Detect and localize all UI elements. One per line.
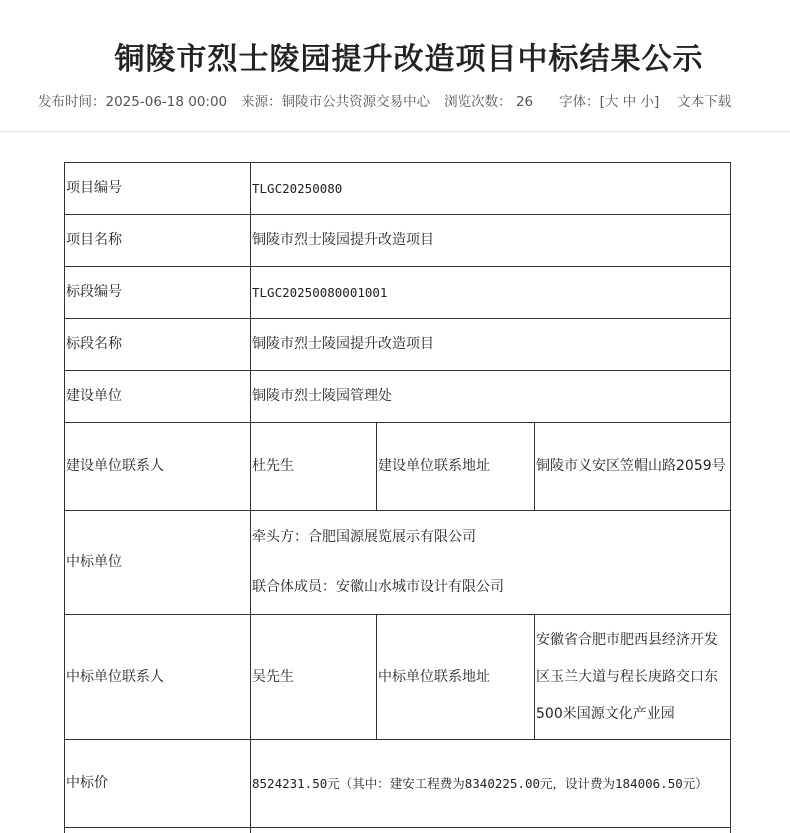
winner-member: 联合体成员：安徽山水城市设计有限公司 (252, 579, 504, 595)
winner-contact-label: 中标单位联系人 (65, 615, 251, 740)
price-label: 中标价 (65, 740, 251, 828)
table-row (65, 511, 731, 615)
project-no-value: TLGC20250080 (251, 163, 731, 215)
winner-address-label: 中标单位联系地址 (377, 615, 535, 740)
font-size-label: 字体：[ (559, 94, 605, 110)
project-name-label: 项目名称 (65, 215, 251, 267)
section-no-value: TLGC20250080001001 (251, 267, 731, 319)
result-table (64, 162, 731, 833)
font-small-link[interactable]: 小 (640, 94, 655, 110)
builder-contact-value: 杜先生 (251, 423, 377, 511)
font-large-link[interactable]: 大 (604, 94, 619, 110)
section-name-label: 标段名称 (65, 319, 251, 371)
price-value: 8524231.50元（其中：建安工程费为8340225.00元，设计费为184006.50元） (251, 740, 731, 828)
table-row (65, 828, 731, 833)
next-row-label (65, 828, 251, 833)
winner-address-value: 安徽省合肥市肥西县经济开发区玉兰大道与程长庚路交口东500米国源文化产业园 (535, 615, 731, 740)
source-label: 来源：铜陵市公共资源交易中心 (241, 94, 431, 110)
table-row (65, 267, 731, 319)
table-row (65, 319, 731, 371)
project-no-label: 项目编号 (65, 163, 251, 215)
table-row (65, 371, 731, 423)
builder-address-label: 建设单位联系地址 (377, 423, 535, 511)
article-header (0, 0, 790, 132)
section-name-value: 铜陵市烈士陵园提升改造项目 (251, 319, 731, 371)
builder-address-value: 铜陵市义安区笠帽山路2059号 (535, 423, 731, 511)
winner-label: 中标单位 (65, 511, 251, 615)
builder-contact-label: 建设单位联系人 (65, 423, 251, 511)
table-row (65, 215, 731, 267)
table-row (65, 163, 731, 215)
builder-value: 铜陵市烈士陵园管理处 (251, 371, 731, 423)
page-title: 铜陵市烈士陵园提升改造项目中标结果公示 (114, 42, 704, 77)
table-row (65, 740, 731, 828)
section-no-label: 标段编号 (65, 267, 251, 319)
project-name-value: 铜陵市烈士陵园提升改造项目 (251, 215, 731, 267)
table-row (65, 615, 731, 740)
winner-lead: 牵头方：合肥国源展览展示有限公司 (252, 529, 476, 545)
font-size-close: ] (654, 94, 660, 110)
view-count: 浏览次数： 26 (444, 94, 534, 110)
font-medium-link[interactable]: 中 (622, 94, 637, 110)
publish-time: 发布时间：2025-06-18 00:00 (38, 94, 228, 110)
winner-contact-value: 吴先生 (251, 615, 377, 740)
next-row-value (251, 828, 731, 833)
builder-label: 建设单位 (65, 371, 251, 423)
article-meta (38, 90, 731, 110)
text-download-link[interactable]: 文本下载 (677, 94, 732, 110)
winner-value (251, 511, 731, 615)
table-row (65, 423, 731, 511)
